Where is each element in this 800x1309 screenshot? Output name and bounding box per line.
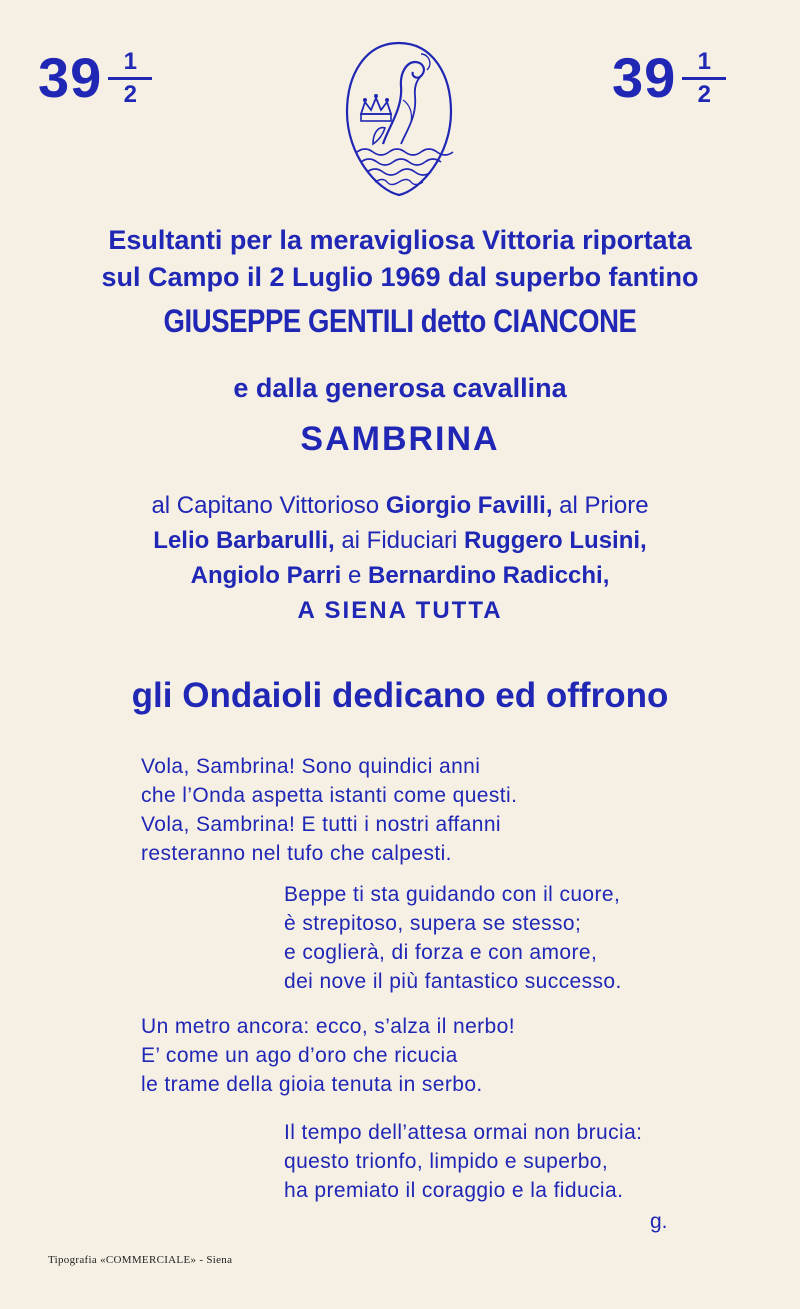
- intro-line-2: sul Campo il 2 Luglio 1969 dal superbo fantino: [101, 262, 699, 292]
- poem-line: ha premiato il coraggio e la fiducia.: [284, 1179, 624, 1202]
- dedication-line-1: [0, 488, 800, 523]
- fraction-left-bar: [108, 77, 152, 80]
- poem-line: Un metro ancora: ecco, s’alza il nerbo!: [141, 1015, 515, 1038]
- offering-heading: gli Ondaioli dedicano ed offrono: [131, 676, 669, 715]
- number-left: 39: [38, 45, 103, 109]
- poem-signature: g.: [650, 1210, 668, 1233]
- poem-line: è strepitoso, supera se stesso;: [284, 912, 582, 935]
- fraction-left-numerator: 1: [123, 48, 137, 75]
- dedication: [0, 488, 800, 628]
- fraction-right-bar: [682, 77, 726, 80]
- contrada-number-right: [612, 45, 726, 109]
- poem-line: dei nove il più fantastico successo.: [284, 970, 622, 993]
- intro-line-1: Esultanti per la meravigliosa Vittoria riportata: [108, 225, 692, 255]
- poem-line: Vola, Sambrina! Sono quindici anni: [141, 755, 481, 778]
- poem-line: Il tempo dell’attesa ormai non brucia:: [284, 1121, 643, 1144]
- poem-line: resteranno nel tufo che calpesti.: [141, 842, 452, 865]
- trustee-name: Bernardino Radicchi,: [368, 562, 610, 589]
- poem-line: E’ come un ago d’oro che ricucia: [141, 1044, 458, 1067]
- poem-line: e coglierà, di forza e con amore,: [284, 941, 598, 964]
- prior-name: Lelio Barbarulli,: [153, 527, 335, 554]
- victory-intro: [0, 222, 800, 296]
- dedication-text: e: [347, 562, 362, 589]
- fraction-left-denominator: 2: [123, 81, 137, 108]
- dedication-text: ai Fiduciari: [341, 527, 458, 554]
- fraction-right-numerator: 1: [697, 48, 711, 75]
- siena-line: A SIENA TUTTA: [297, 597, 503, 624]
- fraction-right: [682, 50, 726, 107]
- poem-line: le trame della gioia tenuta in serbo.: [141, 1073, 483, 1096]
- dedication-line-3: [0, 558, 800, 593]
- dedication-line-2: [0, 523, 800, 558]
- fraction-right-denominator: 2: [697, 81, 711, 108]
- poem-line: questo trionfo, limpido e superbo,: [284, 1150, 609, 1173]
- poem-stanza-1: [141, 752, 517, 868]
- number-right: 39: [612, 45, 677, 109]
- poem-stanza-2: [284, 880, 622, 996]
- trustee-name: Angiolo Parri: [190, 562, 342, 589]
- captain-name: Giorgio Favilli,: [385, 492, 553, 519]
- horse-name: SAMBRINA: [300, 420, 500, 458]
- poem-line: Vola, Sambrina! E tutti i nostri affanni: [141, 813, 501, 836]
- poem-stanza-3: [141, 1012, 515, 1099]
- contrada-number-left: [38, 45, 152, 109]
- dedication-text: al Capitano Vittorioso: [151, 492, 380, 519]
- dedication-text: al Priore: [559, 492, 649, 519]
- poem-stanza-4: [284, 1118, 642, 1205]
- poem-line: che l’Onda aspetta istanti come questi.: [141, 784, 518, 807]
- dolphin-crest-icon: [343, 40, 455, 198]
- horse-intro: e dalla generosa cavallina: [233, 373, 567, 403]
- fraction-left: [108, 50, 152, 107]
- jockey-name: GIUSEPPE GENTILI detto CIANCONE: [163, 303, 637, 339]
- poem-line: Beppe ti sta guidando con il cuore,: [284, 883, 621, 906]
- trustee-name: Ruggero Lusini,: [464, 527, 647, 554]
- printer-credit: Tipografia «COMMERCIALE» - Siena: [48, 1254, 233, 1266]
